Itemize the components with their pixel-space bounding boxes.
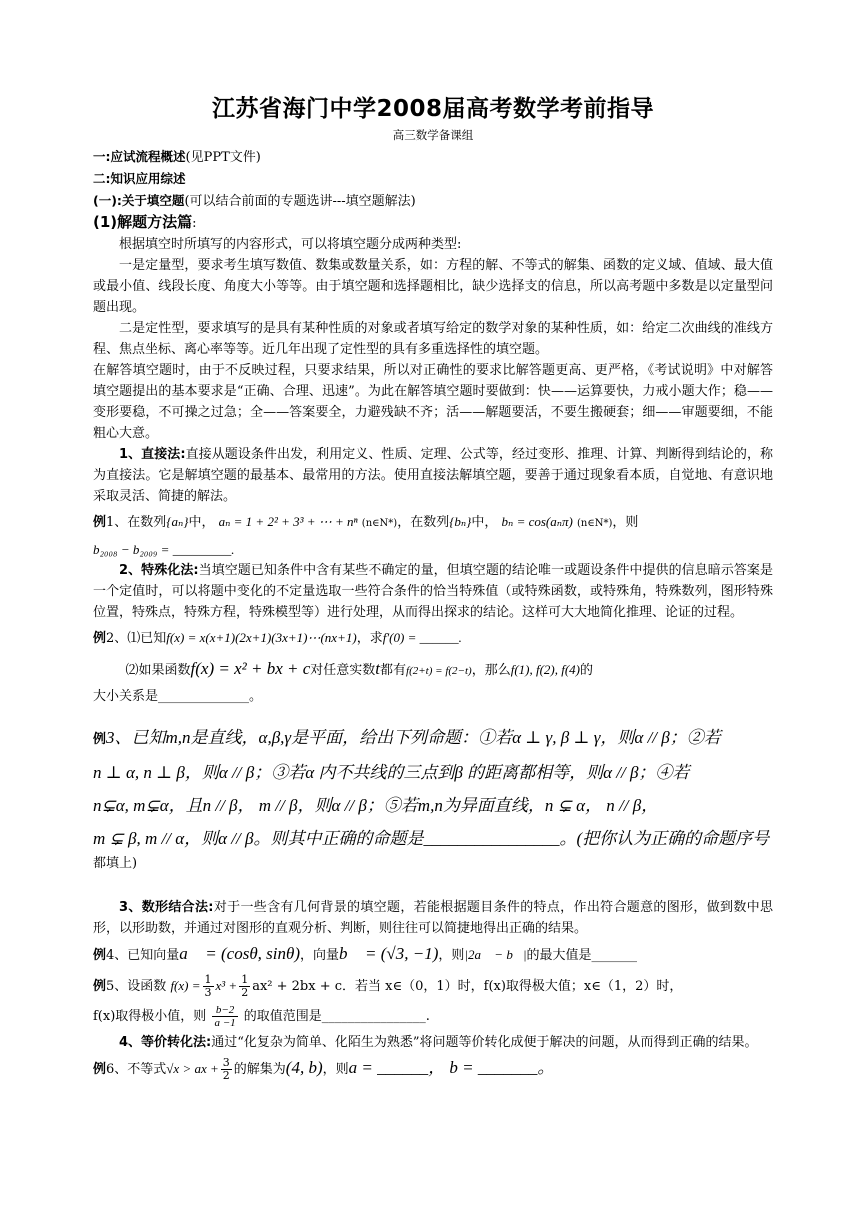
- paragraph-requirements: 在解答填空题时，由于不反映过程，只要求结果，所以对正确性的要求比解答题更高、更严格，《考试说明》中对解答填空题提出的基本要求是“正确、合理、迅速”。为此在解答填空题时要做到：快——运算要快，力戒小题大作；稳——变形要稳，不可操之过急；全——答案要全，力避残缺不齐；活——解题要活，不要生搬硬套；细——审题要细，不能粗心大意。: [93, 363, 773, 441]
- section-2: 二:知识应用综述: [93, 171, 186, 186]
- document-subtitle: 高三数学备课组: [392, 128, 474, 142]
- example-2-answer: 大小关系是______________。: [93, 689, 263, 704]
- document-title: 江苏省海门中学2008届高考数学考前指导: [211, 96, 654, 122]
- section-3: (一):关于填空题(可以结合前面的专题选讲---填空题解法): [93, 193, 416, 209]
- paragraph-intro: 根据填空时所填写的内容形式，可以将填空题分成两种类型:: [119, 237, 462, 252]
- example-1: 例1、在数列{aₙ}中， aₙ = 1 + 2² + 3³ + ⋯ + nⁿ (n∈N*)，在数列{bₙ}中， bₙ = cos(aₙπ) (n∈N*)，则: [93, 514, 639, 530]
- example-5: 例5、设函数 f(x) = $\frac{1}{3}$ x³ + $\frac{1}{2}$ ax² + 2bx + c．若当 x∈（0，1）时，f(x)取得极大值；x∈（1，2）时，: [93, 973, 683, 999]
- spacer: [93, 707, 773, 721]
- example-5-line-2: f(x)取得极小值，则 $\frac{b-2}{a -1}$ 的取值范围是________________.: [93, 1004, 430, 1029]
- example-2-part-2: ⑵如果函数f(x) = x² + bx + c对任意实数t都有f(2+t) = f(2−t)，那么f(1), f(2), f(4)的: [125, 659, 594, 678]
- method-equivalent: 4、等价转化法:通过“化复杂为简单、化陌生为熟悉”将问题等价转化成便于解决的问题，从而得到正确的结果。: [119, 1035, 758, 1050]
- section-1: 一:应试流程概述(见PPT文件): [93, 149, 261, 165]
- example-6: 例6、不等式√x > ax + $\frac{3}{2}$ 的解集为(4, b)，则a = ______， b = _______。: [93, 1056, 555, 1082]
- document-page: [93, 92, 773, 1085]
- method-special: 2、特殊化法:当填空题已知条件中含有某些不确定的量，但填空题的结论唯一或题设条件中提供的信息暗示答案是一个定值时，可以将题中变化的不定量选取一些符合条件的恰当特殊值（或特殊函数，或特殊角，特殊数列，图形特殊位置，特殊点，特殊方程，特殊模型等）进行处理，从而得出探求的结论。这样可大大地简化推理、论证的过程。: [93, 563, 773, 620]
- method-graphic: 3、数形结合法:对于一些含有几何背景的填空题，若能根据题目条件的特点，作出符合题意的图形，做到数中思形，以形助数，并通过对图形的直观分析、判断，则往往可以简捷地得出正确的结果。: [93, 900, 773, 936]
- example-1-answer: b₂₀₀₈ − b₂₀₀₉ = _________.: [93, 542, 235, 557]
- section-4: (1)解题方法篇:: [93, 213, 197, 231]
- spacer: [93, 873, 773, 897]
- method-direct: 1、直接法:直接从题设条件出发，利用定义、性质、定理、公式等，经过变形、推理、计算、判断得到结论的，称为直接法。它是解填空题的最基本、最常用的方法。使用直接法解填空题，要善于通过现象看本质，自觉地、有意识地采取灵活、简捷的解法。: [93, 447, 773, 504]
- paragraph-qualitative: 二是定性型，要求填写的是具有某种性质的对象或者填写给定的数学对象的某种性质，如：给定二次曲线的准线方程、焦点坐标、离心率等等。近几年出现了定性型的具有多重选择性的填空题。: [93, 321, 773, 357]
- example-3: 例3、已知m,n是直线，α,β,γ是平面，给出下列命题：①若α ⊥ γ, β ⊥ γ，则α // β；②若 n ⊥ α, n ⊥ β，则α // β；③若α 内不共线的三点到β 的距离都相等，则α // β；④若 n⊊α, m⊊α，且n // β， m // β，则α // β；⑤若m,n为异面直线，n ⊊ α， n // β， m ⊊ β, m // α，则α // β。则其中正确的命题是________________。(把你认为正确的命题序号 都填上): [93, 728, 770, 871]
- example-4: 例4、已知向量a⃗ = (cosθ, sinθ)，向量b⃗ = (√3, −1)，则|2a⃗ − b⃗|的最大值是_______: [93, 944, 638, 963]
- example-2-part-1: 例2、⑴已知f(x) = x(x+1)(2x+1)(3x+1)⋯(nx+1)，求f′(0) = ______.: [93, 630, 462, 646]
- paragraph-quantitative: 一是定量型，要求考生填写数值、数集或数量关系，如：方程的解、不等式的解集、函数的定义域、值域、最大值或最小值、线段长度、角度大小等等。由于填空题和选择题相比，缺少选择支的信息，所以高考题中多数是以定量型问题出现。: [93, 258, 773, 315]
